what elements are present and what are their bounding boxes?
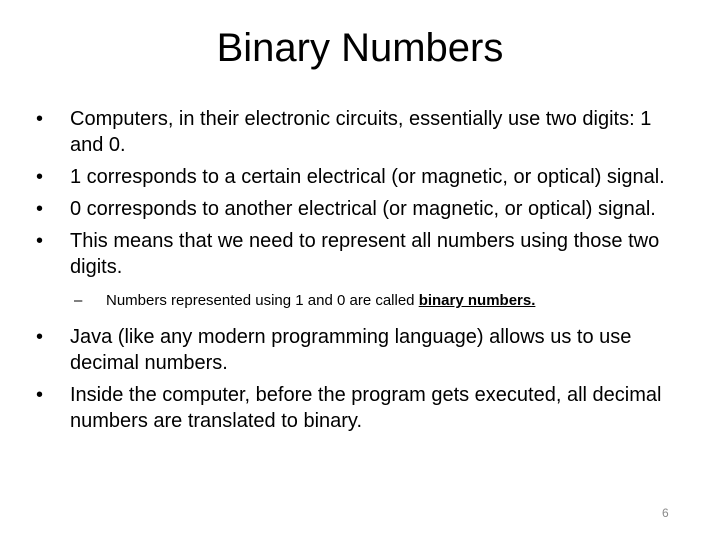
bullet-item [36,164,686,190]
sub-bullet-text: Numbers represented using 1 and 0 are called [106,292,419,309]
sub-bullet-dash-icon: – [74,292,83,309]
bullet-item [36,196,686,222]
bullet-text: This means that we need to represent all numbers using those two digits. [70,230,660,278]
bullet-text: Computers, in their electronic circuits, essentially use two digits: 1 and 0. [70,108,652,156]
bullet-text: 0 corresponds to another electrical (or magnetic, or optical) signal. [70,198,656,220]
bullet-dot-icon: • [36,166,44,188]
bullet-item [36,324,686,376]
bullet-dot-icon: • [36,326,44,348]
bullet-text: Inside the computer, before the program gets executed, all decimal numbers are translated to binary. [70,384,662,432]
sub-bullet-emphasis: binary numbers. [418,292,536,309]
bullet-text: Java (like any modern programming language) allows us to use decimal numbers. [70,326,632,374]
bullet-dot-icon: • [36,198,44,220]
bullet-dot-icon: • [36,384,44,406]
sub-bullet-item [36,290,686,312]
bullet-dot-icon: • [36,230,44,252]
bullet-item [36,228,686,280]
slide-content [36,106,686,440]
bullet-dot-icon: • [36,108,44,130]
bullet-item [36,106,686,158]
page-number: 6 [662,506,669,520]
bullet-item [36,382,686,434]
slide-title: Binary Numbers [216,26,504,70]
bullet-text: 1 corresponds to a certain electrical (or magnetic, or optical) signal. [70,166,665,188]
